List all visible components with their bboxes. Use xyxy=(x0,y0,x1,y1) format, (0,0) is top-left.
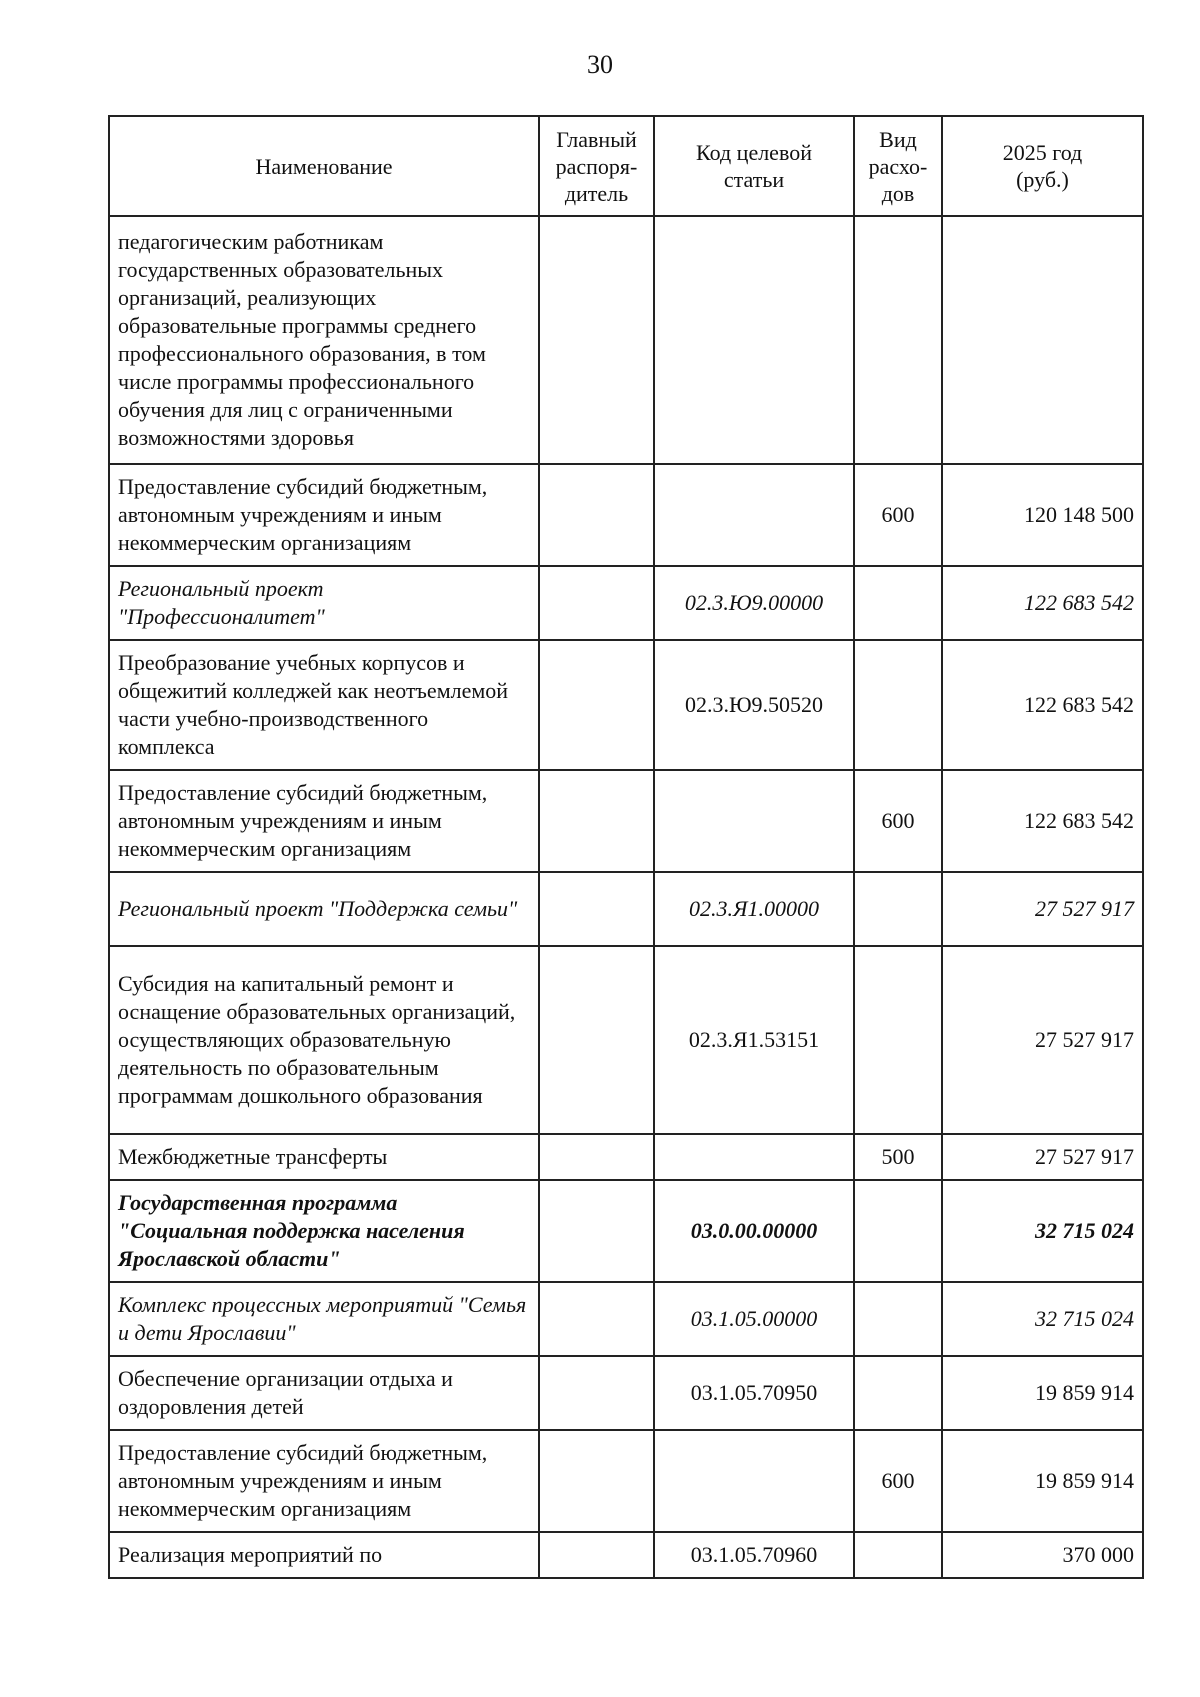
table-row xyxy=(109,872,1143,946)
row-amount: 120 148 500 xyxy=(942,464,1143,566)
row-amount: 27 527 917 xyxy=(942,946,1143,1134)
row-kind xyxy=(854,640,942,770)
row-kind xyxy=(854,1356,942,1430)
row-name: Предоставление субсидий бюджетным, автономным учреждениям и иным некоммерческим организациям xyxy=(109,464,539,566)
row-code: 02.3.Ю9.50520 xyxy=(654,640,854,770)
row-code: 03.1.05.70960 xyxy=(654,1532,854,1578)
row-amount: 32 715 024 xyxy=(942,1282,1143,1356)
row-name: Преобразование учебных корпусов и общежитий колледжей как неотъемлемой части учебно-производственного комплекса xyxy=(109,640,539,770)
header-kind: Вид расхо- дов xyxy=(854,116,942,216)
row-code xyxy=(654,770,854,872)
row-admin xyxy=(539,566,654,640)
header-name: Наименование xyxy=(109,116,539,216)
row-code xyxy=(654,1430,854,1532)
row-kind xyxy=(854,1532,942,1578)
row-name: Региональный проект "Поддержка семьи" xyxy=(109,872,539,946)
row-amount: 19 859 914 xyxy=(942,1430,1143,1532)
budget-table xyxy=(108,115,1144,1579)
row-admin xyxy=(539,216,654,464)
row-code xyxy=(654,1134,854,1180)
row-name: педагогическим работникам государственных образовательных организаций, реализующих образовательные программы среднего профессионального образования, в том числе программы профессионального обучения для лиц с ограниченными возможностями здоровья xyxy=(109,216,539,464)
row-amount: 27 527 917 xyxy=(942,872,1143,946)
table-row xyxy=(109,640,1143,770)
row-admin xyxy=(539,1430,654,1532)
row-amount: 122 683 542 xyxy=(942,640,1143,770)
row-admin xyxy=(539,1356,654,1430)
row-amount xyxy=(942,216,1143,464)
row-amount: 122 683 542 xyxy=(942,566,1143,640)
row-code xyxy=(654,464,854,566)
header-admin: Главный распоря- дитель xyxy=(539,116,654,216)
row-code: 02.3.Ю9.00000 xyxy=(654,566,854,640)
row-amount: 122 683 542 xyxy=(942,770,1143,872)
row-amount: 19 859 914 xyxy=(942,1356,1143,1430)
row-amount: 370 000 xyxy=(942,1532,1143,1578)
row-name: Предоставление субсидий бюджетным, автономным учреждениям и иным некоммерческим организациям xyxy=(109,770,539,872)
row-name: Комплекс процессных мероприятий "Семья и дети Ярославии" xyxy=(109,1282,539,1356)
row-kind: 600 xyxy=(854,1430,942,1532)
row-admin xyxy=(539,1134,654,1180)
row-kind: 500 xyxy=(854,1134,942,1180)
row-code: 03.1.05.70950 xyxy=(654,1356,854,1430)
row-name: Обеспечение организации отдыха и оздоровления детей xyxy=(109,1356,539,1430)
row-kind: 600 xyxy=(854,464,942,566)
row-kind xyxy=(854,946,942,1134)
row-kind: 600 xyxy=(854,770,942,872)
row-kind xyxy=(854,1282,942,1356)
row-amount: 32 715 024 xyxy=(942,1180,1143,1282)
row-admin xyxy=(539,464,654,566)
table-row xyxy=(109,770,1143,872)
row-name: Предоставление субсидий бюджетным, автономным учреждениям и иным некоммерческим организациям xyxy=(109,1430,539,1532)
row-code: 02.3.Я1.00000 xyxy=(654,872,854,946)
row-kind xyxy=(854,872,942,946)
row-code xyxy=(654,216,854,464)
page-number: 30 xyxy=(587,50,613,79)
row-code: 02.3.Я1.53151 xyxy=(654,946,854,1134)
header-code: Код целевой статьи xyxy=(654,116,854,216)
row-admin xyxy=(539,872,654,946)
table-header-row xyxy=(109,116,1143,216)
table-row xyxy=(109,1532,1143,1578)
row-admin xyxy=(539,640,654,770)
row-name: Государственная программа "Социальная поддержка населения Ярославской области" xyxy=(109,1180,539,1282)
row-amount: 27 527 917 xyxy=(942,1134,1143,1180)
row-admin xyxy=(539,1180,654,1282)
table-row xyxy=(109,1430,1143,1532)
row-name: Реализация мероприятий по xyxy=(109,1532,539,1578)
table-row xyxy=(109,566,1143,640)
table-row xyxy=(109,1282,1143,1356)
row-admin xyxy=(539,770,654,872)
row-code: 03.0.00.00000 xyxy=(654,1180,854,1282)
row-name: Межбюджетные трансферты xyxy=(109,1134,539,1180)
table-row xyxy=(109,1180,1143,1282)
row-admin xyxy=(539,946,654,1134)
table-row xyxy=(109,946,1143,1134)
header-amount: 2025 год (руб.) xyxy=(942,116,1143,216)
table-row xyxy=(109,1356,1143,1430)
table-row xyxy=(109,1134,1143,1180)
row-code: 03.1.05.00000 xyxy=(654,1282,854,1356)
table-row xyxy=(109,464,1143,566)
row-name: Субсидия на капитальный ремонт и оснащение образовательных организаций, осуществляющих образовательную деятельность по образовательным программам дошкольного образования xyxy=(109,946,539,1134)
row-admin xyxy=(539,1282,654,1356)
row-kind xyxy=(854,1180,942,1282)
row-kind xyxy=(854,566,942,640)
row-kind xyxy=(854,216,942,464)
row-admin xyxy=(539,1532,654,1578)
table-row xyxy=(109,216,1143,464)
row-name: Региональный проект "Профессионалитет" xyxy=(109,566,539,640)
